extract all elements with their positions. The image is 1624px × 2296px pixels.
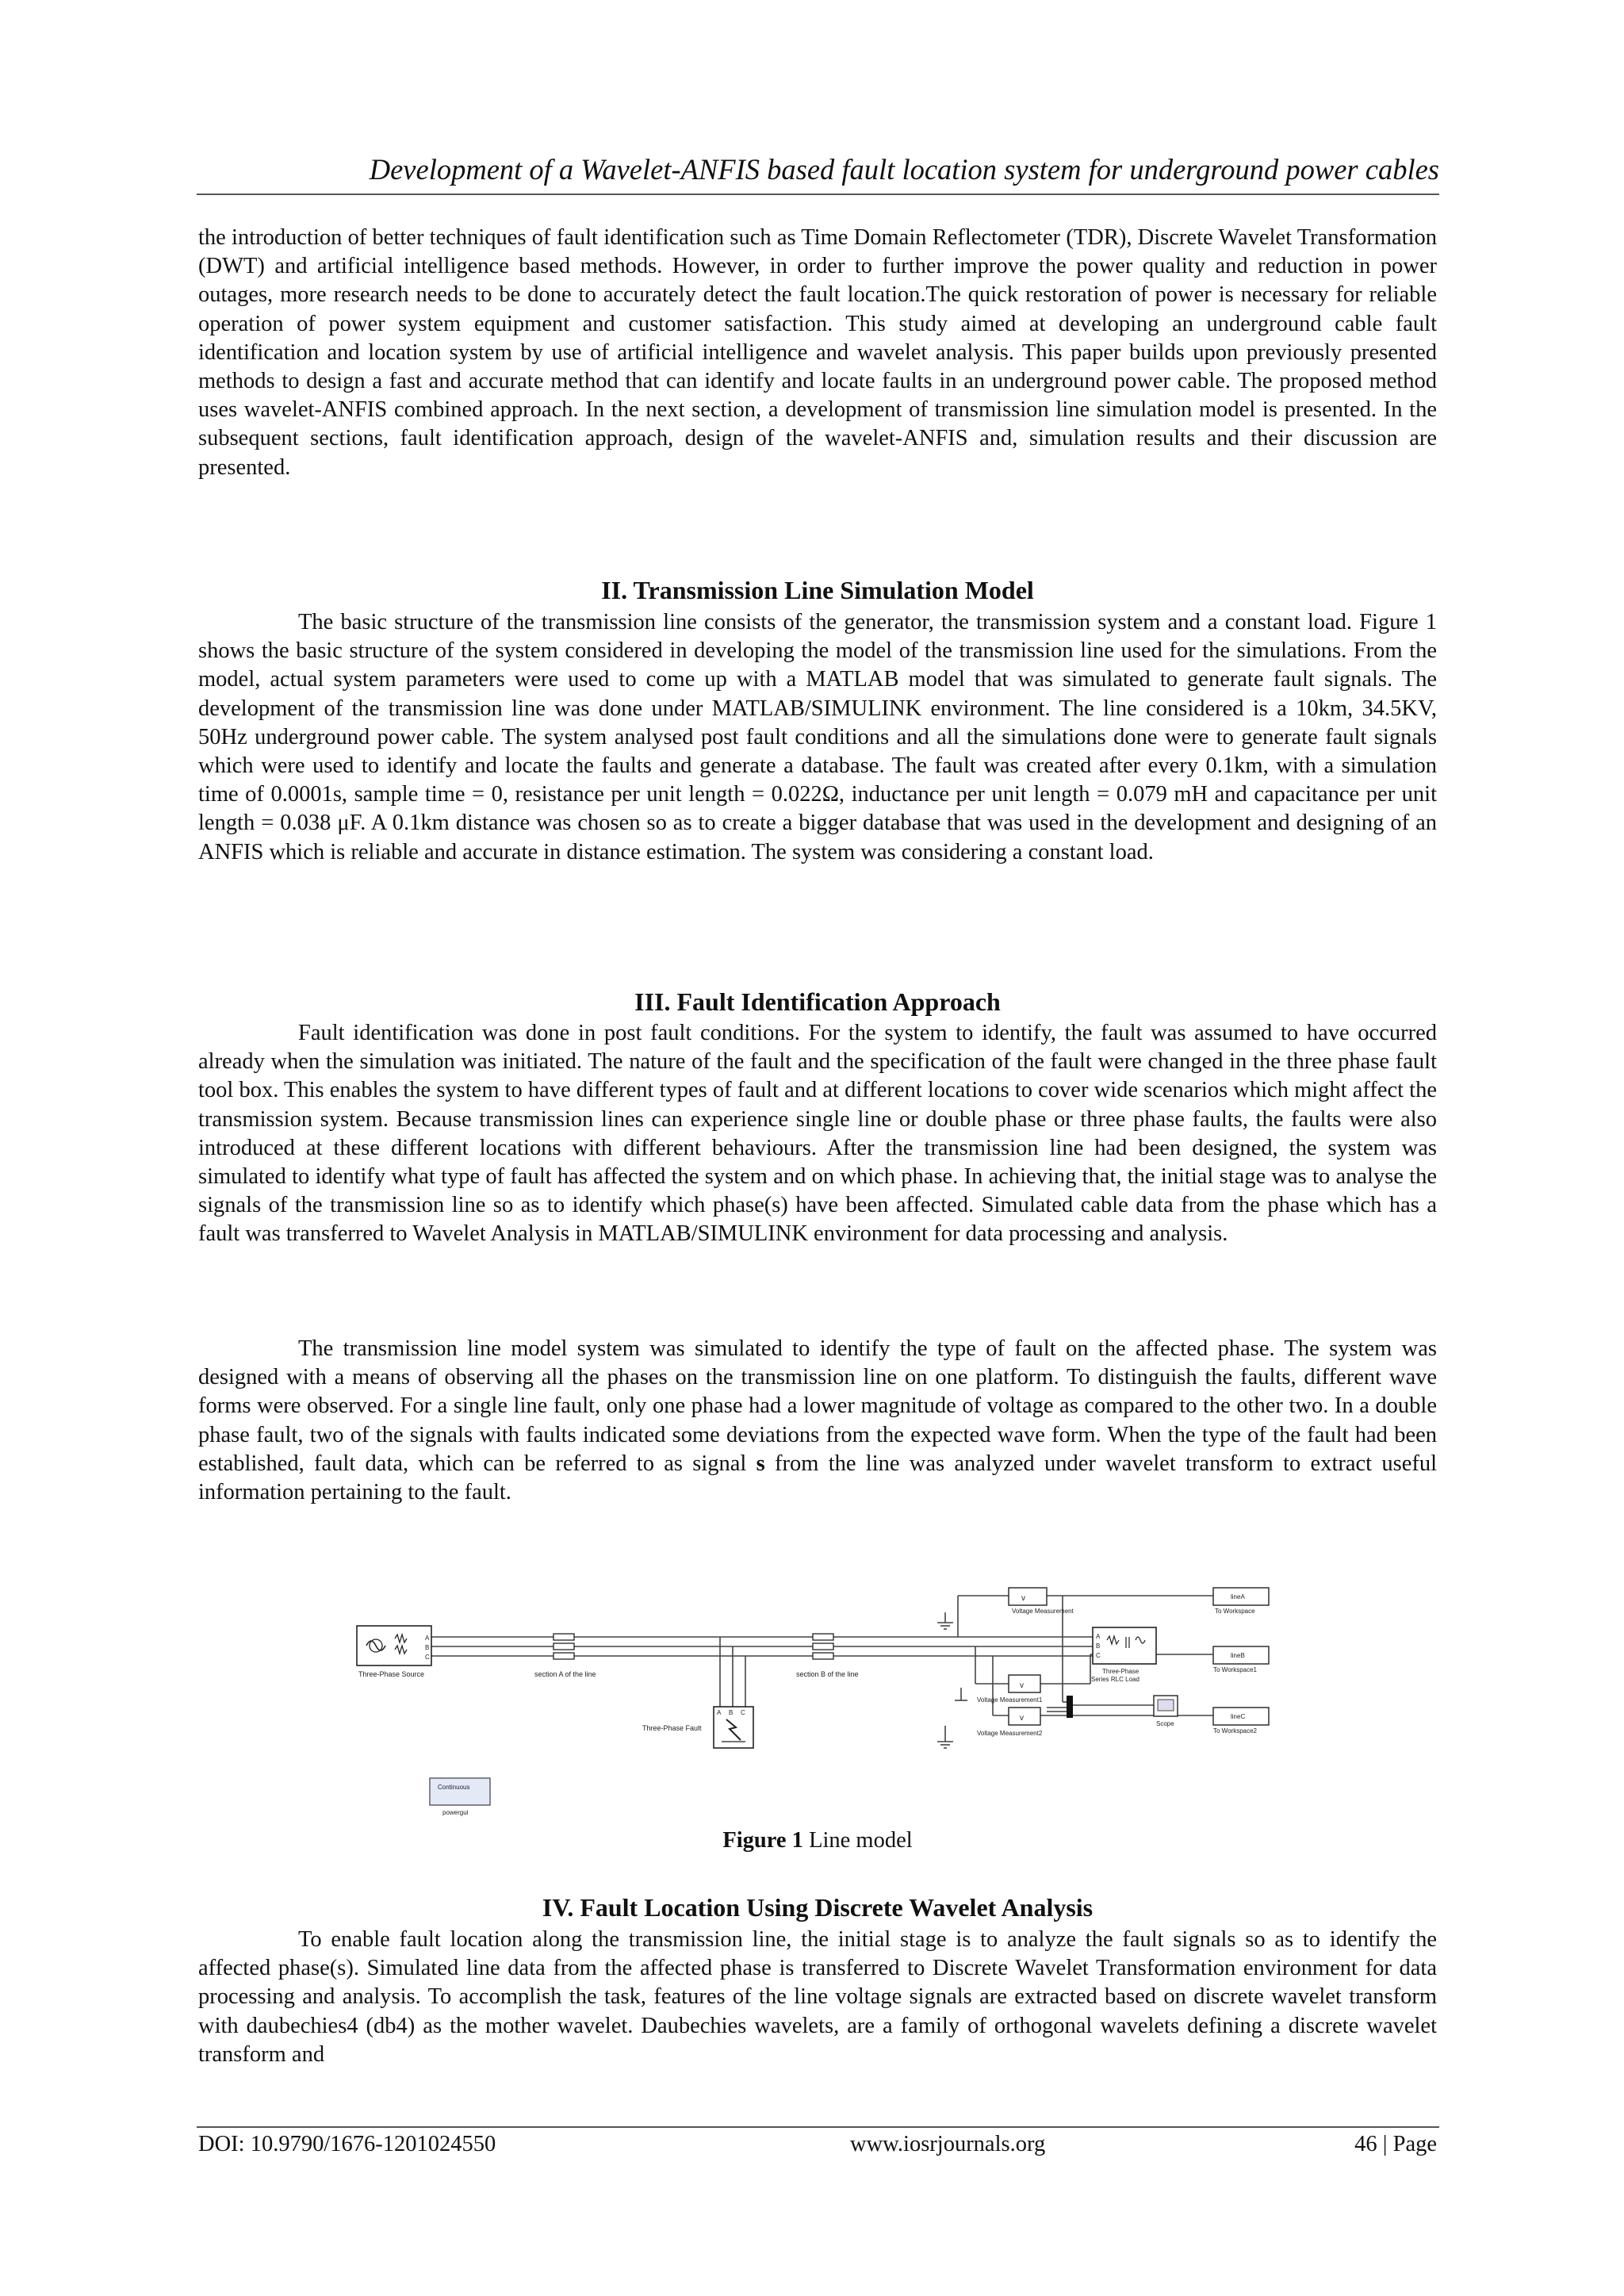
fault-type-text-1: The transmission line model system was simulated to identify the type of fault on the affected phase. The system was designed with a means of observing all the phases on the transmission line on one platform. To distinguish the faults, different wave forms were observed. For a single line fault, only one phase had a lower magnitude of voltage as compared to the other two. In a double phase fault, two of the signals with faults indicated some deviations from the expected wave form. When the type of the fault had been established, fault data, which can be referred to as signal — [198, 1336, 1437, 1476]
voltage-measurement1-label: Voltage Measurement1 — [977, 1696, 1043, 1704]
voltage-measurement-label: Voltage Measurement — [1012, 1608, 1074, 1615]
powergui-block — [430, 1778, 490, 1805]
figure-caption-text: Line model — [809, 1828, 913, 1853]
model-paragraph: The basic structure of the transmission line consists of the generator, the transmission system and a constant load. Figure 1 shows the basic structure of the system considered in developing the model of the transmission line used for the simulations. From the model, actual system parameters were used to come up with a MATLAB model that was simulated to generate fault signals. The development of the transmission line was done under MATLAB/SIMULINK environment. The line considered is a 10km, 34.5KV, 50Hz underground power cable. The system analysed post fault conditions and all the simulations done were to generate fault signals which were used to identify and locate the faults and generate a database. The fault was created after every 0.1km, with a simulation time of 0.0001s, sample time = 0, resistance per unit length = 0.022Ω, inductance per unit length = 0.079 mH and capacitance per unit length = 0.038 μF. A 0.1km distance was chosen so as to create a bigger database that was used in the development and designing of an ANFIS which is reliable and accurate in distance estimation. The system was considering a constant load. — [198, 610, 1437, 864]
workspace-b-var: lineB — [1231, 1652, 1245, 1659]
section-heading-fault-identification: III. Fault Identification Approach — [634, 987, 1001, 1016]
footer-doi: DOI: 10.9790/1676-1201024550 — [198, 2132, 496, 2156]
voltage-measurement2-label: Voltage Measurement2 — [977, 1730, 1043, 1737]
header-rule — [197, 194, 1439, 195]
svg-text:A: A — [425, 1635, 430, 1642]
signal-symbol: s — [756, 1451, 765, 1476]
three-phase-source-block — [357, 1626, 431, 1665]
section-heading-fault-location: IV. Fault Location Using Discrete Wavelet Analysis — [542, 1893, 1094, 1922]
voltage-measurement1-block — [1009, 1675, 1040, 1692]
svg-text:C: C — [741, 1709, 745, 1716]
workspace-c-label: To Workspace2 — [1213, 1727, 1257, 1734]
workspace-a-label: To Workspace — [1215, 1608, 1255, 1615]
section-b-label: section B of the line — [796, 1670, 859, 1678]
figure-caption-label: Figure 1 — [722, 1828, 803, 1853]
footer-page-number: 46 | Page — [1354, 2132, 1437, 2156]
three-phase-fault-label: Three-Phase Fault — [642, 1724, 702, 1732]
three-phase-source-label: Three-Phase Source — [358, 1670, 425, 1678]
fault-location-paragraph: To enable fault location along the transmission line, the initial stage is to analyze the fault signals so as to identify the affected phase(s). Simulated line data from the affected phase is transferred to Discrete Wavelet Transformation environment for data processing and analysis. To accomplish the task, features of the line voltage signals are extracted based on discrete wavelet transform with daubechies4 (db4) as the mother wavelet. Daubechies wavelets, are a family of orthogonal wavelets defining a discrete wavelet transform and — [198, 1927, 1437, 2067]
section-b-block — [813, 1634, 833, 1659]
load-label-line1: Three-Phase — [1102, 1668, 1139, 1675]
fault-type-text-2: from the line was analyzed under wavelet transform to extract useful information pertaining to the fault. — [198, 1451, 1438, 1505]
line-model-figure — [349, 1585, 1293, 1823]
svg-text:v: v — [1020, 1714, 1024, 1723]
svg-text:B: B — [425, 1644, 430, 1651]
running-header: Development of a Wavelet-ANFIS based fault location system for underground power cables — [369, 153, 1439, 186]
section-a-block — [553, 1634, 574, 1659]
figure-caption — [198, 1826, 1437, 1855]
svg-text:B: B — [1096, 1642, 1101, 1650]
fault-identification-paragraph: Fault identification was done in post fault conditions. For the system to identify, the fault was assumed to have occurred already when the simulation was initiated. The nature of the fault and the specification of the fault were changed in the three phase fault tool box. This enables the system to have different types of fault and at different locations to cover wide scenarios which might affect the transmission system. Because transmission lines can experience single line or double phase or three phase faults, the faults were also introduced at these different locations with different behaviours. After the transmission line had been designed, the system was simulated to identify what type of fault has affected the system and on which phase. In achieving that, the initial stage was to analyse the signals of the transmission line so as to identify which phase(s) have been affected. Simulated cable data from the phase which has a fault was transferred to Wavelet Analysis in MATLAB/SIMULINK environment for data processing and analysis. — [198, 1021, 1437, 1247]
powergui-label: powergui — [442, 1809, 469, 1816]
footer-rule — [197, 2126, 1439, 2128]
series-rlc-load-block — [1093, 1627, 1156, 1664]
svg-text:v: v — [1021, 1594, 1025, 1603]
svg-text:C: C — [425, 1654, 430, 1661]
svg-text:C: C — [1096, 1652, 1101, 1659]
voltage-measurement-block — [1009, 1588, 1047, 1605]
scope-label: Scope — [1156, 1720, 1174, 1727]
load-label-line2: Series RLC Load — [1091, 1676, 1139, 1683]
voltage-measurement2-block — [1009, 1708, 1040, 1725]
section-heading-transmission-line-model: II. Transmission Line Simulation Model — [601, 576, 1034, 604]
fault-type-paragraph — [198, 1335, 1437, 1507]
svg-text:A: A — [1096, 1633, 1101, 1640]
svg-text:v: v — [1020, 1681, 1024, 1690]
footer-site: www.iosrjournals.org — [850, 2132, 1046, 2156]
svg-text:A: A — [717, 1709, 722, 1716]
workspace-a-var: lineA — [1231, 1593, 1245, 1600]
intro-paragraph: the introduction of better techniques of fault identification such as Time Domain Reflectometer (TDR), Discrete Wavelet Transformation (DWT) and artificial intelligence based methods. However, in order to further improve the power quality and reduction in power outages, more research needs to be done to accurately detect the fault location.The quick restoration of power is necessary for reliable operation of power system equipment and customer satisfaction. This study aimed at developing an underground cable fault identification and location system by use of artificial intelligence and wavelet analysis. This paper builds upon previously presented methods to design a fast and accurate method that can identify and locate faults in an underground power cable. The proposed method uses wavelet-ANFIS combined approach. In the next section, a development of transmission line simulation model is presented. In the subsequent sections, fault identification approach, design of the wavelet-ANFIS and, simulation results and their discussion are presented. — [198, 225, 1437, 480]
mux-block — [1067, 1696, 1073, 1718]
svg-text:B: B — [729, 1709, 733, 1716]
workspace-b-label: To Workspace1 — [1213, 1666, 1257, 1673]
workspace-c-var: lineC — [1231, 1713, 1246, 1720]
section-a-label: section A of the line — [534, 1670, 596, 1678]
powergui-mode: Continuous — [438, 1784, 470, 1791]
